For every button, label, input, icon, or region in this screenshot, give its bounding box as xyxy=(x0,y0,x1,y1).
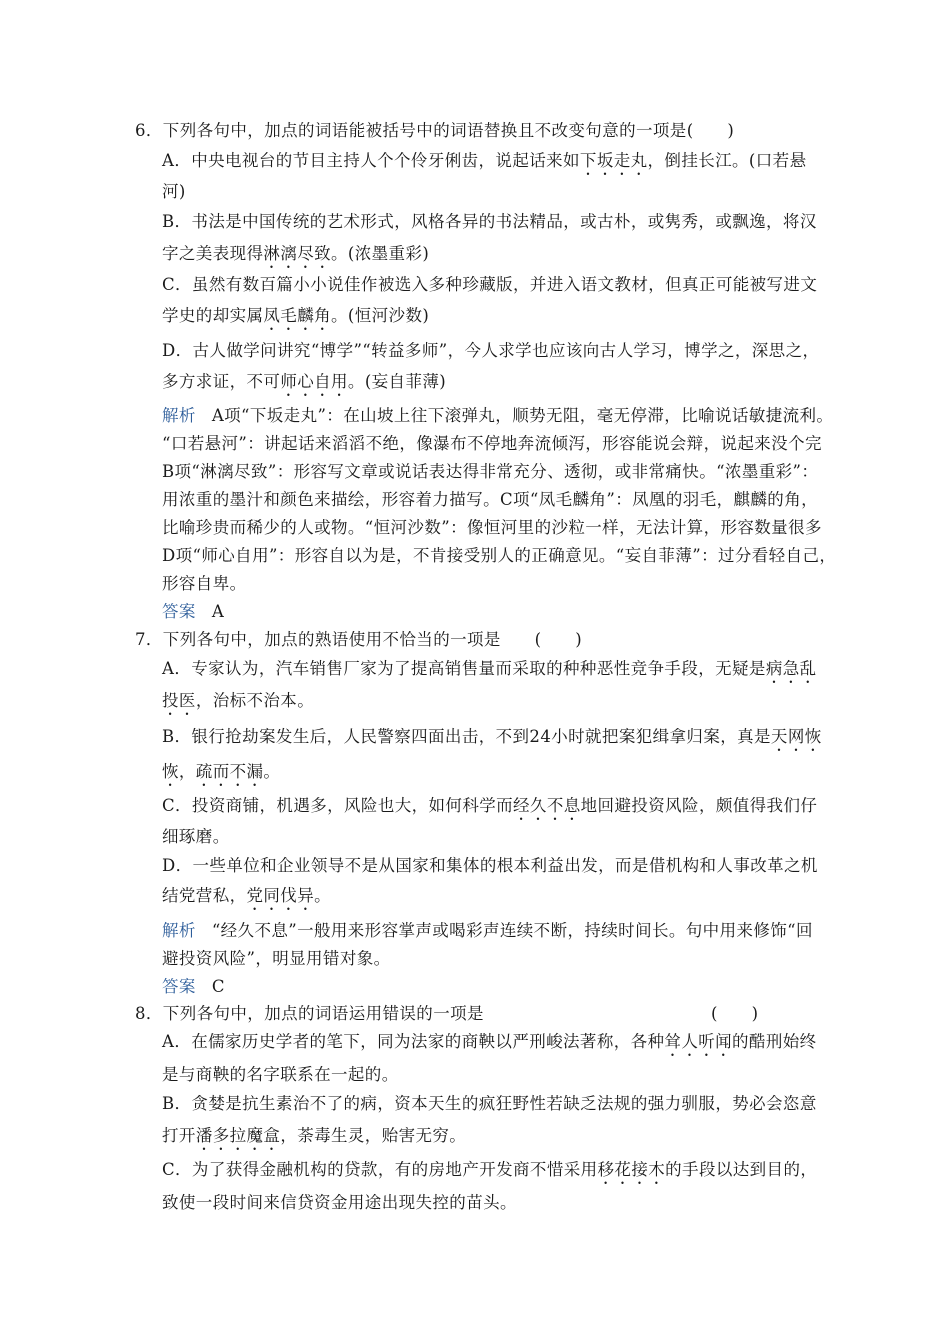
q8-option-a-line2: 是与商鞅的名字联系在一起的。 xyxy=(162,1065,399,1084)
q6-analysis-line4: 用浓重的墨汁和颜色来描绘，形容着力描写。C项“凤毛麟角”：凤凰的羽毛，麒麟的角， xyxy=(162,490,818,509)
q6-option-a-line1: A．中央电视台的节目主持人个个伶牙俐齿，说起话来如下坂走丸，倒挂长江。(口若悬 xyxy=(162,151,807,170)
q6-analysis-line6: D项“师心自用”：形容自以为是，不肯接受别人的正确意见。“妄自菲薄”：过分看轻自己， xyxy=(162,546,837,565)
q7-analysis-line1: 解析 “经久不息”一般用来形容掌声或喝彩声连续不断，持续时间长。句中用来修饰“回 xyxy=(162,921,813,940)
q6-analysis-line1: 解析 A项“下坂走丸”：在山坡上往下滚弹丸，顺势无阻，毫无停滞，比喻说话敏捷流利。 xyxy=(162,406,834,425)
emphasized-term: 经久不息 xyxy=(513,796,581,815)
q7-option-a-line1: A．专家认为，汽车销售厂家为了提高销售量而采取的种种恶性竞争手段，无疑是病急乱 xyxy=(162,659,817,678)
q6-answer: 答案 A xyxy=(162,602,225,621)
q8-stem: 8．下列各句中，加点的词语运用错误的一项是 xyxy=(135,1004,484,1023)
q6-analysis-line2: “口若悬河”：讲起话来滔滔不绝，像瀑布不停地奔流倾泻，形容能说会辩，说起来没个完 xyxy=(162,434,822,453)
q6-analysis-line3: B项“淋漓尽致”：形容写文章或说话表达得非常充分、透彻，或非常痛快。“浓墨重彩”： xyxy=(162,462,819,481)
q7-option-d-line2: 结党营私，党同伐异。 xyxy=(162,886,332,905)
q6-option-c-line2: 学史的却实属凤毛麟角。(恒河沙数) xyxy=(162,306,430,325)
q6-analysis-line7: 形容自卑。 xyxy=(162,574,247,593)
emphasized-term: 师心自用 xyxy=(280,372,348,391)
emphasized-term: 党同伐异 xyxy=(246,886,315,905)
q8-option-b-line2: 打开潘多拉魔盒，荼毒生灵，贻害无穷。 xyxy=(162,1126,467,1145)
q6-option-d-line1: D．古人做学问讲究“博学”“转益多师”，今人求学也应该向古人学习，博学之，深思之， xyxy=(162,341,820,360)
q8-answer-paren: ( ) xyxy=(711,1004,759,1023)
q7-option-b-line1: B．银行抢劫案发生后，人民警察四面出击，不到24小时就把案犯缉拿归案，真是天网恢 xyxy=(162,727,822,746)
emphasized-term: 潘多拉魔盒 xyxy=(195,1126,281,1145)
q8-option-a-line1: A．在儒家历史学者的笔下，同为法家的商鞅以严刑峻法著称，各种耸人听闻的酷刑始终 xyxy=(162,1032,817,1051)
analysis-label: 解析 xyxy=(162,406,196,425)
emphasized-term: 恢，疏而不漏 xyxy=(162,762,264,781)
emphasized-term: 淋漓尽致 xyxy=(263,244,332,263)
q6-option-c-line1: C．虽然有数百篇小小说佳作被选入多种珍藏版，并进入语文教材，但真正可能被写进文 xyxy=(162,275,818,294)
q7-option-c-line1: C．投资商铺，机遇多，风险也大，如何科学而经久不息地回避投资风险，颇值得我们仔 xyxy=(162,796,818,815)
q8-option-c-line2: 致使一段时间来信贷资金用途出现失控的苗头。 xyxy=(162,1193,517,1212)
emphasized-term: 病急乱 xyxy=(765,659,817,678)
emphasized-term: 下坂走丸 xyxy=(579,151,648,170)
q6-analysis-line5: 比喻珍贵而稀少的人或物。“恒河沙数”：像恒河里的沙粒一样，无法计算，形容数量很多 xyxy=(162,518,822,537)
q7-option-b-line2: 恢，疏而不漏。 xyxy=(162,762,281,781)
q7-analysis-line2: 避投资风险”，明显用错对象。 xyxy=(162,949,391,968)
q6-stem: 6．下列各句中，加点的词语能被括号中的词语替换且不改变句意的一项是( ) xyxy=(135,121,735,140)
q7-answer: 答案 C xyxy=(162,977,225,996)
emphasized-term: 投医 xyxy=(162,691,196,710)
analysis-label: 解析 xyxy=(162,921,196,940)
answer-label: 答案 xyxy=(162,602,196,621)
q7-option-c-line2: 细琢磨。 xyxy=(162,827,230,846)
emphasized-term: 凤毛麟角 xyxy=(263,306,332,325)
q7-option-d-line1: D．一些单位和企业领导不是从国家和集体的根本利益出发，而是借机构和人事改革之机 xyxy=(162,856,818,875)
emphasized-term: 天网恢 xyxy=(770,727,822,746)
emphasized-term: 移花接木 xyxy=(597,1160,666,1179)
q6-option-b-line2: 字之美表现得淋漓尽致。(浓墨重彩) xyxy=(162,244,430,263)
q6-option-a-line2: 河) xyxy=(162,182,186,201)
q6-option-d-line2: 多方求证，不可师心自用。(妄自菲薄) xyxy=(162,372,447,391)
q6-option-b-line1: B．书法是中国传统的艺术形式，风格各异的书法精品，或古朴，或隽秀，或飘逸，将汉 xyxy=(162,212,817,231)
q8-option-c-line1: C．为了获得金融机构的贷款，有的房地产开发商不惜采用移花接木的手段以达到目的， xyxy=(162,1160,818,1179)
q8-option-b-line1: B．贪婪是抗生素治不了的病，资本天生的疯狂野性若缺乏法规的强力驯服，势必会恣意 xyxy=(162,1094,817,1113)
answer-label: 答案 xyxy=(162,977,196,996)
emphasized-term: 耸人听闻 xyxy=(664,1032,733,1051)
q7-option-a-line2: 投医，治标不治本。 xyxy=(162,691,315,710)
q7-stem: 7．下列各句中，加点的熟语使用不恰当的一项是 ( ) xyxy=(135,630,583,649)
